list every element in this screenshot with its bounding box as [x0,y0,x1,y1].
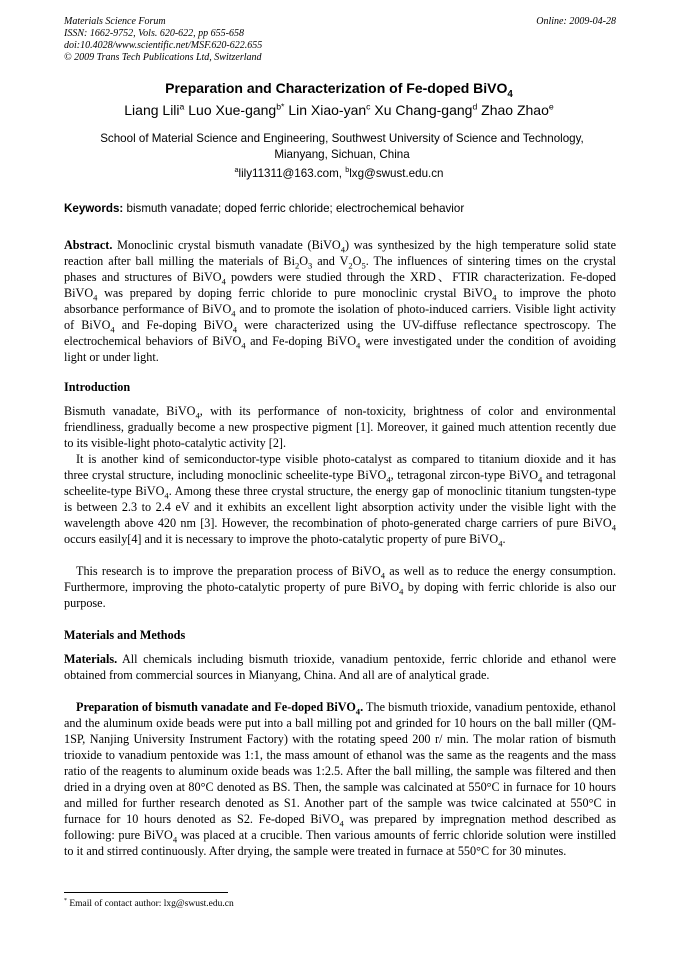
email-a: lily11311@163.com, [238,167,346,180]
intro-paragraph-1: Bismuth vanadate, BiVO$_4$, with its performance of non-toxicity, brightness of color and environmental friendliness, gradually become a new prospective pigment [1]. Moreover, it gained much attention recently due to its visible-light photo-catalytic activity [2]. [64,404,617,450]
abstract-paragraph: Abstract. Monoclinic crystal bismuth vanadate (BiVO$_4$) was synthesized by the high temperature solid state reaction after ball milling the materials of $Bi_2O_3$ and $V_2O_5$. The influences of sintering times on the crystal phases and structures of BiVO$_4$ powders were studied through the XRD、FTIR characterization. Fe-doped BiVO$_4$ was prepared by doping ferric chloride to pure monoclinic crystal BiVO$_4$ to improve the photo absorbance performance of BiVO$_4$ and to promote the isolation of photo-induced carriers. Visible light activity of BiVO$_4$ and Fe-doping BiVO$_4$ were characterized using the UV-diffuse reflectance spectroscopy. The electrochemical behaviors of BiVO$_4$ and Fe-doping BiVO$_4$ were investigated under the condition of avoiding light or under light. [64,238,616,364]
paper-title [0,80,678,100]
affiliation-line: Mianyang, Sichuan, China [274,148,410,161]
keywords [64,202,616,215]
footnote-divider [64,892,228,893]
author-name: Zhao Zhao [481,102,549,118]
email-mark: b [345,165,350,175]
copyright-line: © 2009 Trans Tech Publications Ltd, Switzerland [64,52,262,63]
affiliation-line: School of Material Science and Engineering, Southwest University of Science and Technology, [100,132,584,145]
introduction-heading: Introduction [64,380,131,394]
journal-header [64,16,616,64]
author-name: Liang Lili [124,102,180,118]
materials-paragraph: Materials. All chemicals including bismuth trioxide, vanadium pentoxide, ferric chloride and ethanol were obtained from commercial sources in Mianyang, China. And all are of analytical grade. [64,652,616,682]
preparation-paragraph: Preparation of bismuth vanadate and Fe-doped BiVO$_4$. The bismuth trioxide, vanadium pentoxide, ethanol and the aluminum oxide beads were put into a ball milling pot and grinded for 10 hours on the ball miller (QM-1SP, Nanjing University Instrument Factory) with the rotating speed 200 r/ min. The molar ration of bismuth trioxide to vanadium pentoxide was 1:1, the mass amount of ethanol was the same as the reagents and the mass ratio of the reagents to aluminum oxide beads was 1:2.5. After the ball milling, the sample was filtered and then dried in a drying oven at 80°C denoted as BS. Then, the sample was calcinated at 550°C in furnace for 10 hours and milled for further research denoted as S1. Another part of the sample was twice calcinated at 550°C in furnace for 10 hours denoted as S2. Fe-doped BiVO$_4$ was prepared by impregnation method described as following: pure BiVO$_4$ was placed at a crucible. Then various amounts of ferric chloride solution were instilled to it and stirred continuously. After drying, the sample were treated in furnace at 550°C for 30 minutes. [64,700,616,858]
footnote [64,899,234,909]
author-list [0,102,678,118]
methods-heading: Materials and Methods [64,628,186,642]
author-emails [0,167,678,180]
intro-paragraph-2: It is another kind of semiconductor-type visible photo-catalyst as compared to titanium dioxide and it has three crystal structure, including monoclinic scheelite-type BiVO$_4$, tetragonal zircon-type BiVO$_4$ and tetragonal scheelite-type BiVO$_4$. Among these three crystal structure, the energy gap of monoclinic titanium tungsten-type is between 2.3 to 2.4 eV and it exhibits an excellent light absorption activity under the visible light with the wavelength above 420 nm [3]. However, the recombination of photo-generated charge carriers of pure BiVO$_4$ occurs easily[4] and it is necessary to improve the photo-catalytic property of pure BiVO$_4$. [64,452,616,549]
preparation-label: Preparation of bismuth vanadate and Fe-doped BiVO$_4$. [76,700,364,717]
email-b: lxg@swust.edu.cn [349,167,444,180]
author-mark: b* [276,101,285,112]
author-name: Lin Xiao-yan [288,102,367,118]
keywords-label: Keywords: [64,202,124,215]
author-mark: a [179,101,185,112]
abstract-label: Abstract. [64,238,113,252]
keywords-text: bismuth vanadate; doped ferric chloride; electrochemical behavior [123,202,465,215]
online-date: Online: 2009-04-28 [536,16,616,27]
doi-line: doi:10.4028/www.scientific.net/MSF.620-622.655 [64,40,263,51]
journal-name: Materials Science Forum [64,16,166,27]
title-text: Preparation and Characterization of Fe-doped BiVO [165,80,508,96]
intro-paragraph-3: This research is to improve the preparation process of BiVO$_4$ as well as to reduce the energy consumption. Furthermore, improving the photo-catalytic property of pure BiVO$_4$ by doping with ferric chloride is also our purpose. [64,564,616,610]
materials-label: Materials. [64,652,118,666]
footnote-text: Email of contact author: lxg@swust.edu.cn [66,899,234,909]
affiliation [72,131,612,163]
author-name: Luo Xue-gang [188,102,277,118]
title-subscript: 4 [507,88,513,100]
author-mark: e [548,101,554,112]
email-mark: a [234,165,239,175]
author-mark: c [366,101,371,112]
author-name: Xu Chang-gang [374,102,473,118]
author-mark: d [472,101,478,112]
issn-line: ISSN: 1662-9752, Vols. 620-622, pp 655-658 [64,28,244,39]
footnote-mark: * [64,897,67,904]
